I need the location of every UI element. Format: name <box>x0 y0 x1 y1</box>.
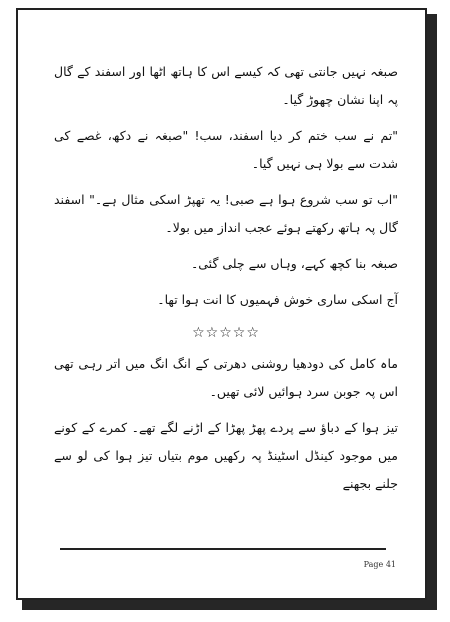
paragraph: صبغہ بنا کچھ کہے، وہاں سے چلی گئی۔ <box>190 256 398 271</box>
star-separator: ☆☆☆☆☆ <box>192 325 260 341</box>
paragraph: ماہ کامل کی دودھیا روشنی دھرتی کے انگ انگ میں اتر رہی تھی اس پہ جوبن سرد ہوائیں لائی تھیں۔ <box>54 356 398 399</box>
paragraph: صبغہ نہیں جانتی تھی کہ کیسے اس کا ہاتھ اٹھا اور اسفند کے گال پہ اپنا نشان چھوڑ گیا۔ <box>54 64 398 107</box>
page-number: Page 41 <box>363 560 396 569</box>
page-content <box>54 58 398 506</box>
footer-rule <box>60 548 386 550</box>
paragraph: آج اسکی ساری خوش فہمیوں کا انت ہوا تھا۔ <box>157 292 398 307</box>
paragraph: "تم نے سب ختم کر دیا اسفند، سب! "صبغہ نے دکھ، غصے کی شدت سے بولا ہی نہیں گیا۔ <box>54 128 398 171</box>
paragraph: "اب تو سب شروع ہوا ہے صبی! یہ تھپڑ اسکی مثال ہے۔" اسفند گال پہ ہاتھ رکھتے ہوئے عجب انداز میں بولا۔ <box>54 192 398 235</box>
paragraph: تیز ہوا کے دباؤ سے پردے پھڑ پھڑا کے اڑنے لگے تھے۔ کمرے کے کونے میں موجود کینڈل اسٹینڈ پہ رکھیں موم بتیاں تیز ہوا کی لو سے جلنے بجھنے <box>54 420 398 491</box>
